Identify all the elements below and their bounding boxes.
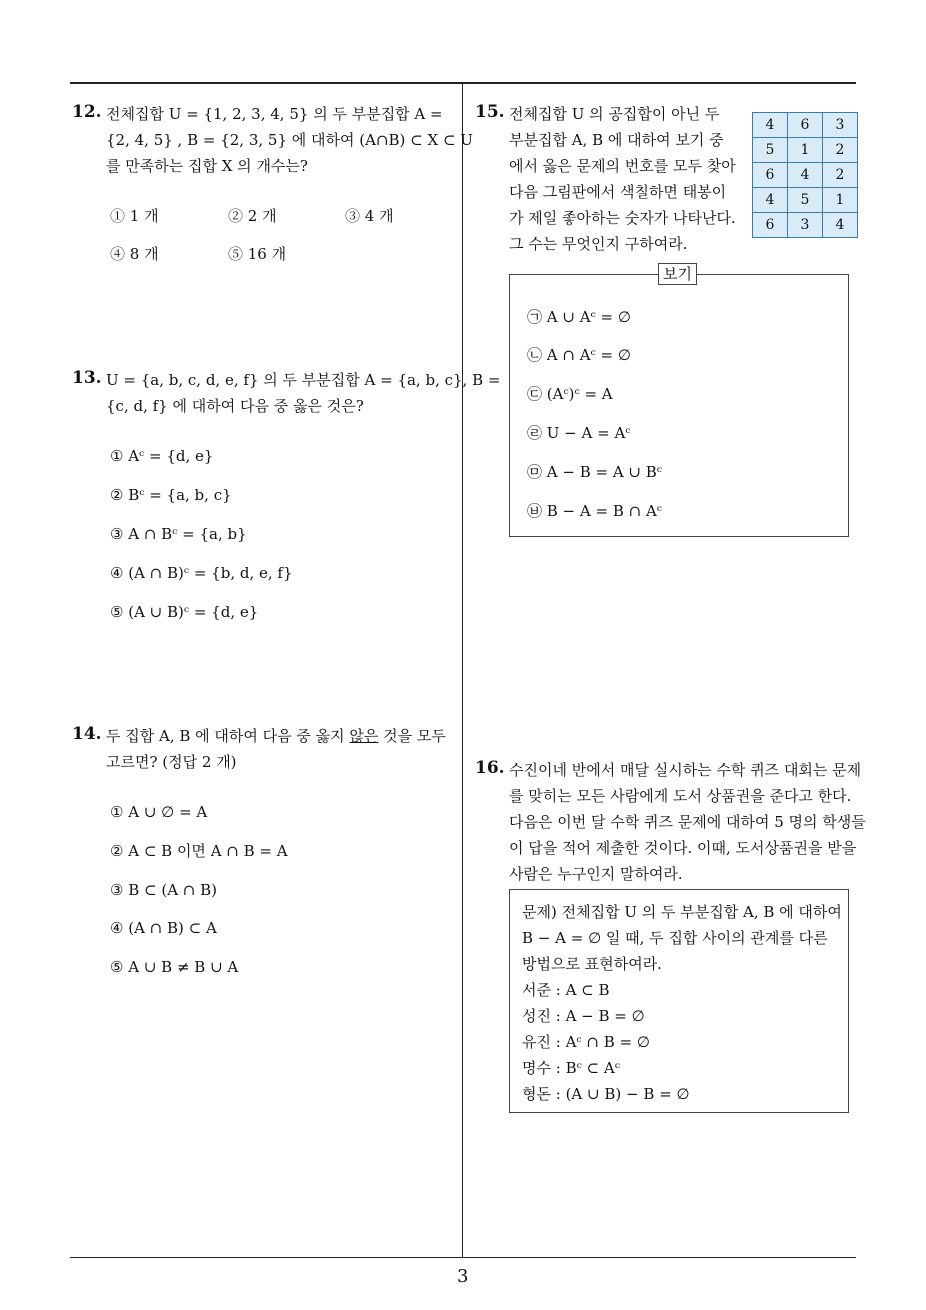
question-12-line-2: {2, 4, 5} , B = {2, 3, 5} 에 대하여 (A∩B) ⊂ X ⊂ U — [106, 131, 473, 149]
question-15-line-4: 다음 그림판에서 색칠하면 태봉이 — [509, 183, 727, 201]
grid-cell[interactable]: 5 — [753, 138, 788, 163]
student-answer-hyeongdon: 형돈 : (A ∪ B) − B = ∅ — [522, 1085, 690, 1103]
question-12-number: 12. — [72, 102, 102, 122]
number-grid — [752, 112, 858, 238]
problem-box-line-3: 방법으로 표현하여라. — [522, 955, 662, 973]
grid-cell[interactable]: 1 — [788, 138, 823, 163]
question-14-line-1-pre: 두 집합 A, B 에 대하여 다음 중 옳지 — [106, 727, 350, 745]
grid-cell[interactable]: 3 — [823, 113, 858, 138]
grid-row — [753, 188, 858, 213]
grid-row — [753, 138, 858, 163]
question-14-underlined-word: 않은 — [349, 727, 379, 745]
grid-cell[interactable]: 4 — [823, 213, 858, 238]
grid-cell[interactable]: 5 — [788, 188, 823, 213]
question-13-choice-2[interactable]: ② Bᶜ = {a, b, c} — [110, 486, 232, 504]
grid-cell[interactable]: 3 — [788, 213, 823, 238]
question-15-line-5: 가 제일 좋아하는 숫자가 나타난다. — [509, 209, 736, 227]
question-16-number: 16. — [475, 758, 505, 778]
top-rule — [70, 82, 856, 84]
grid-cell[interactable]: 6 — [753, 213, 788, 238]
grid-cell[interactable]: 4 — [788, 163, 823, 188]
grid-cell[interactable]: 4 — [753, 113, 788, 138]
bogi-item-4: ㉣ U − A = Aᶜ — [527, 424, 631, 442]
grid-cell[interactable]: 2 — [823, 163, 858, 188]
bogi-item-5: ㉤ A − B = A ∪ Bᶜ — [527, 463, 662, 481]
grid-row — [753, 113, 858, 138]
problem-box-line-1: 문제) 전체집합 U 의 두 부분집합 A, B 에 대하여 — [522, 903, 842, 921]
question-16-problem-box — [509, 889, 849, 1113]
question-13-choice-1[interactable]: ① Aᶜ = {d, e} — [110, 447, 214, 465]
question-13-number: 13. — [72, 368, 102, 388]
grid-cell[interactable]: 6 — [788, 113, 823, 138]
question-14-choice-4[interactable]: ④ (A ∩ B) ⊂ A — [110, 919, 217, 937]
grid-cell[interactable]: 2 — [823, 138, 858, 163]
question-14-choice-5[interactable]: ⑤ A ∪ B ≠ B ∪ A — [110, 958, 239, 976]
grid-row — [753, 163, 858, 188]
question-13-line-1: U = {a, b, c, d, e, f} 의 두 부분집합 A = {a, b, c}, B = — [106, 371, 501, 389]
question-14-number: 14. — [72, 724, 102, 744]
question-15-line-3: 에서 옳은 문제의 번호를 모두 찾아 — [509, 157, 736, 175]
bogi-item-6: ㉥ B − A = B ∩ Aᶜ — [527, 502, 662, 520]
problem-box-line-2: B − A = ∅ 일 때, 두 집합 사이의 관계를 다른 — [522, 929, 828, 947]
grid-cell[interactable]: 4 — [753, 188, 788, 213]
question-16-line-5: 사람은 누구인지 말하여라. — [509, 865, 683, 883]
question-14-choice-1[interactable]: ① A ∪ ∅ = A — [110, 803, 208, 821]
question-16-line-2: 를 맞히는 모든 사람에게 도서 상품권을 준다고 한다. — [509, 787, 852, 805]
question-15-line-6: 그 수는 무엇인지 구하여라. — [509, 235, 688, 253]
question-14-line-1 — [106, 726, 446, 746]
page-number: 3 — [457, 1266, 469, 1287]
bogi-label: 보기 — [658, 263, 697, 285]
student-answer-yujin: 유진 : Aᶜ ∩ B = ∅ — [522, 1033, 650, 1051]
question-13-line-2: {c, d, f} 에 대하여 다음 중 옳은 것은? — [106, 397, 364, 415]
question-14-line-1-post: 것을 모두 — [378, 727, 446, 745]
question-15-line-2: 부분집합 A, B 에 대하여 보기 중 — [509, 131, 724, 149]
question-12-choice-4[interactable]: ④ 8 개 — [110, 245, 159, 263]
question-16-line-1: 수진이네 반에서 매달 실시하는 수학 퀴즈 대회는 문제 — [509, 761, 862, 779]
grid-cell[interactable]: 1 — [823, 188, 858, 213]
question-12-choice-2[interactable]: ② 2 개 — [228, 207, 277, 225]
question-15-number: 15. — [475, 102, 505, 122]
student-answer-seongjin: 성진 : A − B = ∅ — [522, 1007, 645, 1025]
question-13-choice-5[interactable]: ⑤ (A ∪ B)ᶜ = {d, e} — [110, 603, 259, 621]
grid-row — [753, 213, 858, 238]
question-12-choice-3[interactable]: ③ 4 개 — [345, 207, 394, 225]
question-12-line-3: 를 만족하는 집합 X 의 개수는? — [106, 157, 308, 175]
student-answer-myeongsu: 명수 : Bᶜ ⊂ Aᶜ — [522, 1059, 620, 1077]
column-divider — [462, 84, 463, 1258]
question-16-line-3: 다음은 이번 달 수학 퀴즈 문제에 대하여 5 명의 학생들 — [509, 813, 866, 831]
question-13-choice-3[interactable]: ③ A ∩ Bᶜ = {a, b} — [110, 525, 247, 543]
bogi-item-3: ㉢ (Aᶜ)ᶜ = A — [527, 385, 613, 403]
student-answer-seojun: 서준 : A ⊂ B — [522, 981, 610, 999]
question-14-line-2: 고르면? (정답 2 개) — [106, 753, 237, 771]
question-14-choice-3[interactable]: ③ B ⊂ (A ∩ B) — [110, 881, 218, 899]
bogi-item-2: ㉡ A ∩ Aᶜ = ∅ — [527, 346, 631, 364]
question-14-choice-2[interactable]: ② A ⊂ B 이면 A ∩ B = A — [110, 842, 288, 860]
grid-cell[interactable]: 6 — [753, 163, 788, 188]
question-12-choice-5[interactable]: ⑤ 16 개 — [228, 245, 287, 263]
question-13-choice-4[interactable]: ④ (A ∩ B)ᶜ = {b, d, e, f} — [110, 564, 293, 582]
question-12-line-1: 전체집합 U = {1, 2, 3, 4, 5} 의 두 부분집합 A = — [106, 105, 443, 123]
bogi-item-1: ㉠ A ∪ Aᶜ = ∅ — [527, 308, 631, 326]
bottom-rule — [70, 1257, 856, 1258]
question-12-choice-1[interactable]: ① 1 개 — [110, 207, 159, 225]
question-16-line-4: 이 답을 적어 제출한 것이다. 이때, 도서상품권을 받을 — [509, 839, 857, 857]
question-15-line-1: 전체집합 U 의 공집합이 아닌 두 — [509, 105, 720, 123]
